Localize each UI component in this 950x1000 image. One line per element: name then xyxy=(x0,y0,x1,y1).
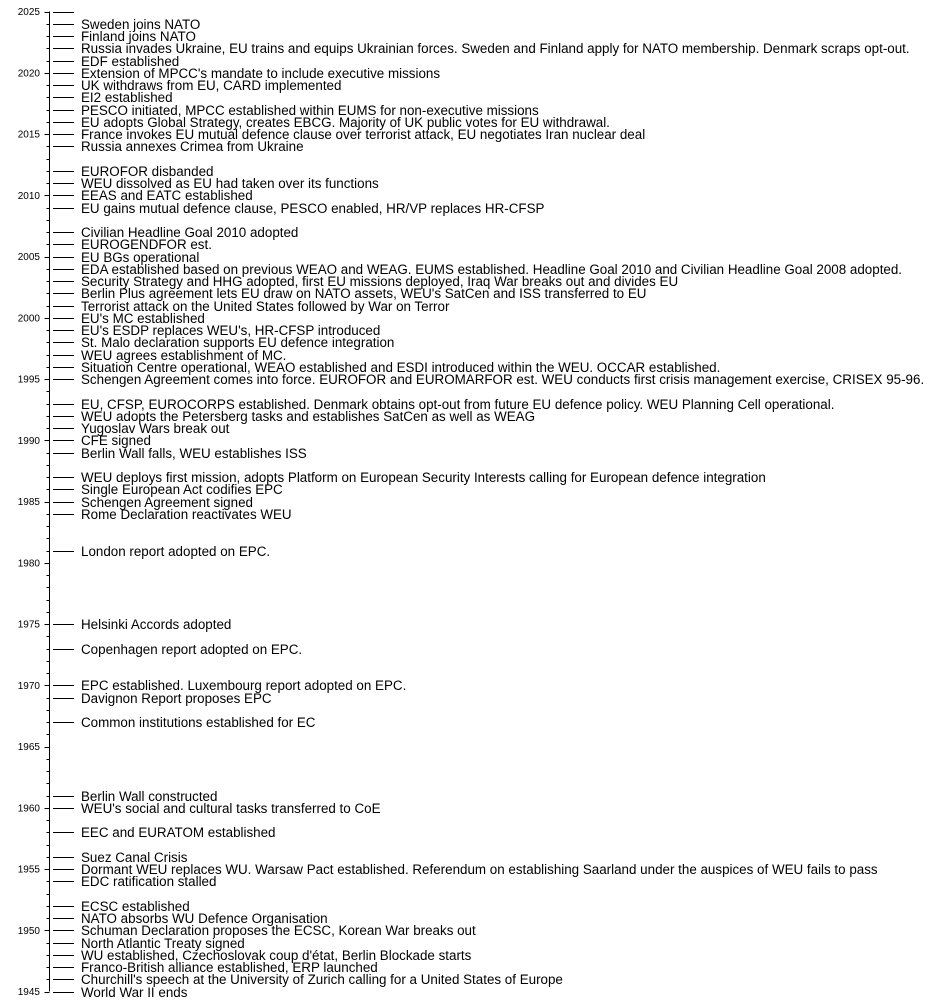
event-label: EU's ESDP replaces WEU's, HR-CFSP introduced xyxy=(81,323,381,339)
event-label: Helsinki Accords adopted xyxy=(81,617,232,633)
tick-label: 1990 xyxy=(17,435,40,447)
event-label: Security Strategy and HHG adopted, first EU missions deployed, Iraq War breaks out and divides EU xyxy=(81,274,679,290)
event-label: Rome Declaration reactivates WEU xyxy=(81,507,292,523)
event-label: Situation Centre operational, WEAO established and ESDI introduced within the WEU. OCCAR established. xyxy=(81,360,721,376)
event-label: Dormant WEU replaces WU. Warsaw Pact established. Referendum on establishing Saarland under the auspices of WEU fails to pass xyxy=(81,862,878,878)
timeline-event xyxy=(53,801,381,816)
tick-label: 1965 xyxy=(17,742,40,753)
event-label: EI2 established xyxy=(81,90,173,106)
event-label: EU BGs operational xyxy=(81,250,200,266)
tick-label: 1980 xyxy=(17,558,40,570)
year-axis xyxy=(18,7,50,998)
event-label: Berlin Plus agreement lets EU draw on NATO assets, WEU's SatCen and ISS transferred to EU xyxy=(81,286,647,302)
timeline-event xyxy=(53,139,304,154)
timeline-event xyxy=(53,201,545,216)
event-label: Terrorist attack on the United States followed by War on Terror xyxy=(81,299,450,315)
event-label: Yugoslav Wars break out xyxy=(81,421,230,437)
event-list xyxy=(53,13,924,1000)
timeline-event xyxy=(53,617,231,632)
event-label: WEU agrees establishment of MC. xyxy=(81,348,287,364)
timeline-event xyxy=(53,544,270,559)
event-label: Extension of MPCC's mandate to include executive missions xyxy=(81,66,441,82)
tick-label: 2015 xyxy=(17,129,40,141)
timeline-event xyxy=(53,985,188,1000)
timeline-event xyxy=(53,691,272,706)
event-label: EPC established. Luxembourg report adopted on EPC. xyxy=(81,678,407,694)
timeline-event xyxy=(53,874,216,889)
event-label: CFE signed xyxy=(81,433,151,449)
event-label: EU's MC established xyxy=(81,311,205,327)
event-label: UK withdraws from EU, CARD implemented xyxy=(81,78,342,94)
event-label: Schengen Agreement signed xyxy=(81,495,253,511)
event-label: EUROFOR disbanded xyxy=(81,164,214,180)
event-label: Single European Act codifies EPC xyxy=(81,482,283,498)
tick-label: 1950 xyxy=(17,925,40,937)
event-label: St. Malo declaration supports EU defence integration xyxy=(81,335,395,351)
tick-label: 2005 xyxy=(17,252,40,263)
tick-label: 1995 xyxy=(17,374,40,386)
event-label: Copenhagen report adopted on EPC. xyxy=(81,642,303,658)
event-label: EDC ratification stalled xyxy=(81,874,217,890)
tick-label: 2020 xyxy=(17,68,40,80)
event-label: EU, CFSP, EUROCORPS established. Denmark obtains opt-out from future EU defence policy. WEU Planning Cell operational. xyxy=(81,397,835,413)
tick-label: 2025 xyxy=(17,7,40,18)
event-label: North Atlantic Treaty signed xyxy=(81,936,245,952)
event-label: World War II ends xyxy=(81,985,188,1000)
tick-label: 1970 xyxy=(17,680,40,692)
timeline-event xyxy=(53,372,924,387)
event-label: EEC and EURATOM established xyxy=(81,825,276,841)
timeline-event xyxy=(53,446,307,461)
event-label: Berlin Wall constructed xyxy=(81,789,218,805)
tick-label: 1985 xyxy=(17,497,40,508)
event-label: EU adopts Global Strategy, creates EBCG. Majority of UK public votes for EU withdrawal. xyxy=(81,115,610,131)
event-label: Franco-British alliance established, ERP launched xyxy=(81,960,378,976)
event-label: WEU's social and cultural tasks transferred to CoE xyxy=(81,801,381,817)
event-label: Finland joins NATO xyxy=(81,29,196,45)
tick-label: 1955 xyxy=(17,864,40,876)
event-label: Civilian Headline Goal 2010 adopted xyxy=(81,225,299,241)
tick-label: 1945 xyxy=(17,987,40,998)
tick-label: 2000 xyxy=(17,313,40,325)
event-label: Churchill's speech at the University of Zurich calling for a United States of Europe xyxy=(81,972,563,988)
event-label: London report adopted on EPC. xyxy=(81,544,271,560)
event-label: EDA established based on previous WEAO and WEAG. EUMS established. Headline Goal 2010 and Civilian Headline Goal 2008 adopted. xyxy=(81,262,903,278)
tick-label: 1975 xyxy=(17,619,40,631)
tick-label: 2010 xyxy=(17,190,40,202)
event-label: NATO absorbs WU Defence Organisation xyxy=(81,911,328,927)
event-label: PESCO initiated, MPCC established within EUMS for non-executive missions xyxy=(81,103,539,119)
event-label: Common institutions established for EC xyxy=(81,715,316,731)
event-label: France invokes EU mutual defence clause over terrorist attack, EU negotiates Iran nuclear deal xyxy=(81,127,646,143)
event-label: EUROGENDFOR est. xyxy=(81,237,212,253)
timeline-event xyxy=(53,41,910,56)
event-label: Suez Canal Crisis xyxy=(81,850,188,866)
event-label: WEU dissolved as EU had taken over its functions xyxy=(81,176,379,192)
event-label: Schuman Declaration proposes the ECSC, Korean War breaks out xyxy=(81,923,476,939)
event-label: Davignon Report proposes EPC xyxy=(81,691,272,707)
event-label: Sweden joins NATO xyxy=(81,17,201,33)
event-label: WEU deploys first mission, adopts Platform on European Security Interests calling for European defence integration xyxy=(81,470,766,486)
event-label: WEU adopts the Petersberg tasks and establishes SatCen as well as WEAG xyxy=(81,409,536,425)
event-label: Russia annexes Crimea from Ukraine xyxy=(81,139,304,155)
timeline-event xyxy=(53,642,302,657)
event-label: EEAS and EATC established xyxy=(81,188,253,204)
tick-label: 1960 xyxy=(17,803,40,815)
timeline-event xyxy=(53,507,292,522)
event-label: WU established, Czechoslovak coup d'état, Berlin Blockade starts xyxy=(81,948,472,964)
timeline-event xyxy=(53,715,316,730)
event-label: Schengen Agreement comes into force. EUROFOR and EUROMARFOR est. WEU conducts first crisis management exercise, CRISEX 95-96. xyxy=(81,372,925,388)
event-label: EU gains mutual defence clause, PESCO enabled, HR/VP replaces HR-CFSP xyxy=(81,201,545,217)
event-label: Berlin Wall falls, WEU establishes ISS xyxy=(81,446,307,462)
event-label: ECSC established xyxy=(81,899,190,915)
event-label: EDF established xyxy=(81,54,180,70)
event-label: Russia invades Ukraine, EU trains and equips Ukrainian forces. Sweden and Finland apply for NATO membership. Denmark scraps opt-out. xyxy=(81,41,910,57)
timeline-event xyxy=(53,825,276,840)
